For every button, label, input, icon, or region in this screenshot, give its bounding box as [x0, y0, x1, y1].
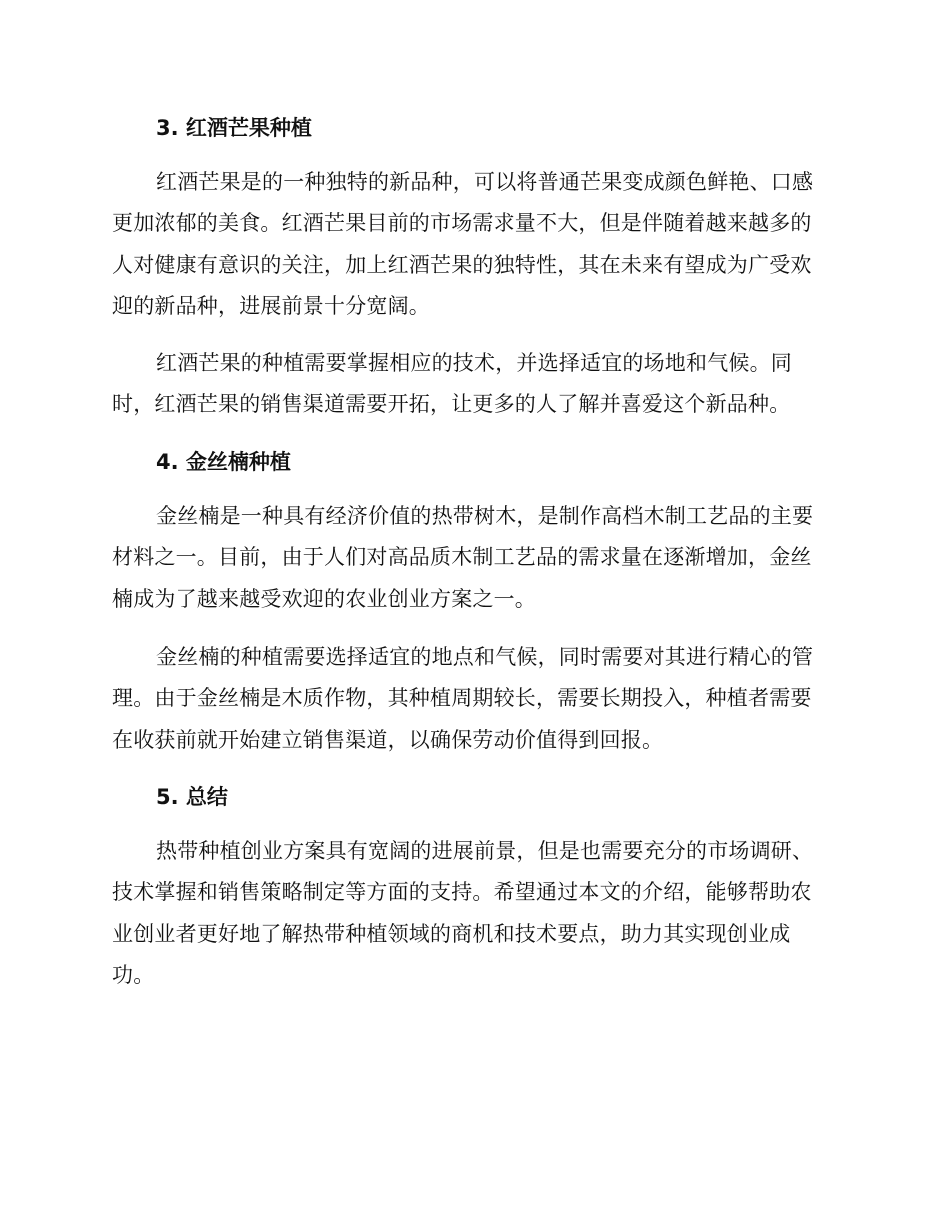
paragraph-5-1 — [112, 831, 834, 996]
paragraph-3-2 — [112, 343, 834, 426]
section-heading-5: 5. 总结 — [156, 785, 228, 809]
text-line: 热带种植创业方案具有宽阔的进展前景，但是也需要充分的市场调研、 — [156, 839, 814, 863]
text-line: 楠成为了越来越受欢迎的农业创业方案之一。 — [112, 586, 536, 611]
text-line: 迎的新品种，进展前景十分宽阔。 — [112, 293, 430, 318]
text-line: 更加浓郁的美食。红酒芒果目前的市场需求量不大，但是伴随着越来越多的 — [112, 211, 812, 236]
text-line: 红酒芒果是的一种独特的新品种，可以将普通芒果变成颜色鲜艳、口感 — [156, 170, 814, 194]
text-line: 理。由于金丝楠是木质作物，其种植周期较长，需要长期投入，种植者需要 — [112, 686, 812, 711]
paragraph-4-1 — [112, 496, 834, 620]
section-heading-3: 3. 红酒芒果种植 — [156, 116, 312, 140]
text-line: 技术掌握和销售策略制定等方面的支持。希望通过本文的介绍，能够帮助农 — [112, 880, 812, 905]
text-line: 业创业者更好地了解热带种植领域的商机和技术要点，助力其实现创业成 — [112, 921, 791, 946]
text-line: 金丝楠的种植需要选择适宜的地点和气候，同时需要对其进行精心的管 — [156, 645, 814, 669]
section-heading-4: 4. 金丝楠种植 — [156, 450, 291, 474]
text-line: 金丝楠是一种具有经济价值的热带树木，是制作高档木制工艺品的主要 — [156, 504, 814, 528]
text-line: 在收获前就开始建立销售渠道，以确保劳动价值得到回报。 — [112, 727, 664, 752]
text-line: 时，红酒芒果的销售渠道需要开拓，让更多的人了解并喜爱这个新品种。 — [112, 392, 791, 417]
text-line: 材料之一。目前，由于人们对高品质木制工艺品的需求量在逐渐增加，金丝 — [112, 545, 812, 570]
text-line: 人对健康有意识的关注，加上红酒芒果的独特性，其在未来有望成为广受欢 — [112, 252, 812, 277]
text-line: 功。 — [112, 962, 155, 987]
paragraph-3-1 — [112, 162, 834, 327]
text-line: 红酒芒果的种植需要掌握相应的技术，并选择适宜的场地和气候。同 — [156, 351, 792, 375]
paragraph-4-2 — [112, 637, 834, 761]
